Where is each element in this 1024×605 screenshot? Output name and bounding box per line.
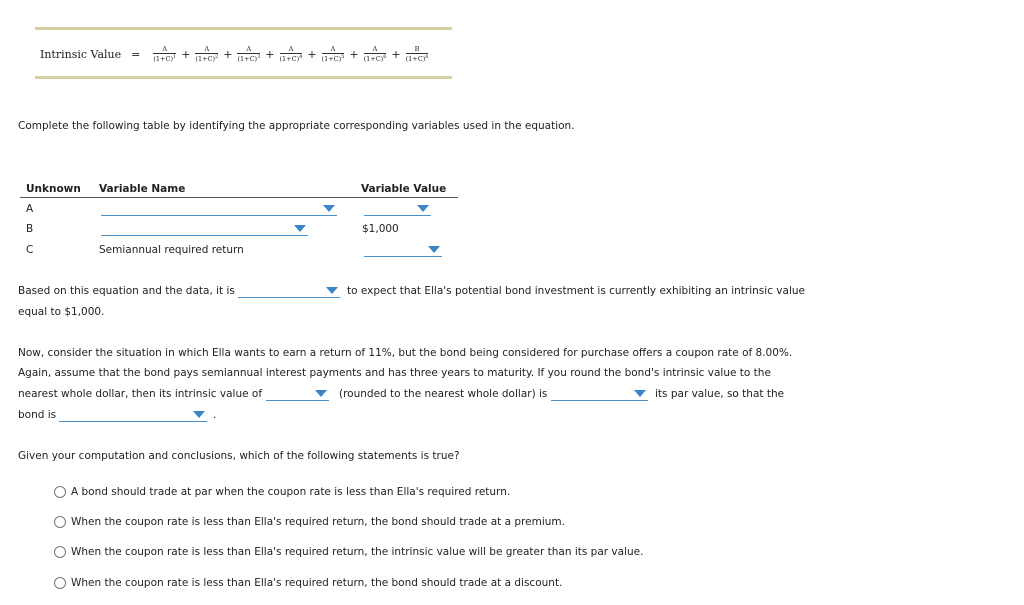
option-1-radio[interactable] [54, 486, 66, 498]
plus-sign: + [307, 47, 317, 61]
row-c-value-dropdown[interactable] [364, 243, 442, 257]
equation-lhs: Intrinsic Value [40, 47, 122, 61]
term-2: $\frac{A}{(1+C)^2}$ [195, 44, 219, 63]
chevron-down-icon [326, 287, 338, 294]
term-3: $\frac{A}{(1+C)^3}$ [237, 44, 261, 63]
chevron-down-icon [315, 390, 327, 397]
row-a-name-dropdown[interactable] [101, 202, 337, 216]
header-variable-value: Variable Value [361, 183, 447, 195]
paragraph2-line3b: (rounded to the nearest whole dollar) is [339, 388, 548, 400]
chevron-down-icon [193, 411, 205, 418]
bond-trade-dropdown[interactable] [59, 408, 207, 422]
header-unknown: Unknown [26, 183, 81, 195]
expectation-dropdown[interactable] [238, 284, 340, 298]
plus-sign: + [223, 47, 233, 61]
chevron-down-icon [428, 246, 440, 253]
option-3-label[interactable]: When the coupon rate is less than Ella's required return, the intrinsic value will be greater than its par value. [71, 546, 644, 558]
chevron-down-icon [417, 205, 429, 212]
equals-sign: = [131, 47, 141, 61]
option-3-radio[interactable] [54, 546, 66, 558]
equation [40, 40, 431, 68]
term-7: $\frac{B}{(1+C)^6}$ [405, 44, 429, 63]
row-a-value-dropdown[interactable] [364, 202, 431, 216]
option-2-radio[interactable] [54, 516, 66, 528]
term-4: $\frac{A}{(1+C)^4}$ [279, 44, 303, 63]
instruction-text: Complete the following table by identifying the appropriate corresponding variables used in the equation. [18, 120, 575, 132]
term-6: $\frac{A}{(1+C)^6}$ [363, 44, 387, 63]
paragraph2-line2: Again, assume that the bond pays semiannual interest payments and has three years to maturity. If you round the bond's intrinsic value to the [18, 367, 771, 379]
row-b-value: $1,000 [362, 223, 399, 235]
question-text: Given your computation and conclusions, which of the following statements is true? [18, 450, 460, 462]
sentence1-after: to expect that Ella's potential bond investment is currently exhibiting an intrinsic value [347, 285, 805, 297]
plus-sign: + [181, 47, 191, 61]
comparison-dropdown[interactable] [551, 387, 648, 401]
sentence1-before: Based on this equation and the data, it is [18, 285, 235, 297]
plus-sign: + [349, 47, 359, 61]
term-5: $\frac{A}{(1+C)^5}$ [321, 44, 345, 63]
option-1-label[interactable]: A bond should trade at par when the coupon rate is less than Ella's required return. [71, 486, 511, 498]
intrinsic-value-dropdown[interactable] [266, 387, 329, 401]
header-variable-name: Variable Name [99, 183, 186, 195]
paragraph2-line3a: nearest whole dollar, then its intrinsic value of [18, 388, 263, 400]
chevron-down-icon [294, 225, 306, 232]
paragraph2-line4a: bond is [18, 409, 57, 421]
sentence1-line2: equal to $1,000. [18, 306, 105, 318]
table-header-divider [20, 197, 458, 198]
row-c-unknown: C [26, 244, 34, 256]
row-a-unknown: A [26, 203, 34, 215]
row-b-name-dropdown[interactable] [101, 222, 308, 236]
paragraph2-line3c: its par value, so that the [655, 388, 785, 400]
option-4-radio[interactable] [54, 577, 66, 589]
term-1: $\frac{A}{(1+C)^1}$ [153, 44, 177, 63]
paragraph2-line1: Now, consider the situation in which Ella wants to earn a return of 11%, but the bond being considered for purchase offers a coupon rate of 8.00%. [18, 347, 793, 359]
equation-bottom-rule [35, 76, 452, 79]
row-b-unknown: B [26, 223, 34, 235]
paragraph2-line4b: . [213, 409, 217, 421]
chevron-down-icon [634, 390, 646, 397]
plus-sign: + [391, 47, 401, 61]
option-2-label[interactable]: When the coupon rate is less than Ella's required return, the bond should trade at a premium. [71, 516, 565, 528]
option-4-label[interactable]: When the coupon rate is less than Ella's required return, the bond should trade at a discount. [71, 577, 563, 589]
row-c-name: Semiannual required return [99, 244, 244, 256]
plus-sign: + [265, 47, 275, 61]
chevron-down-icon [323, 205, 335, 212]
equation-top-rule [35, 27, 452, 30]
